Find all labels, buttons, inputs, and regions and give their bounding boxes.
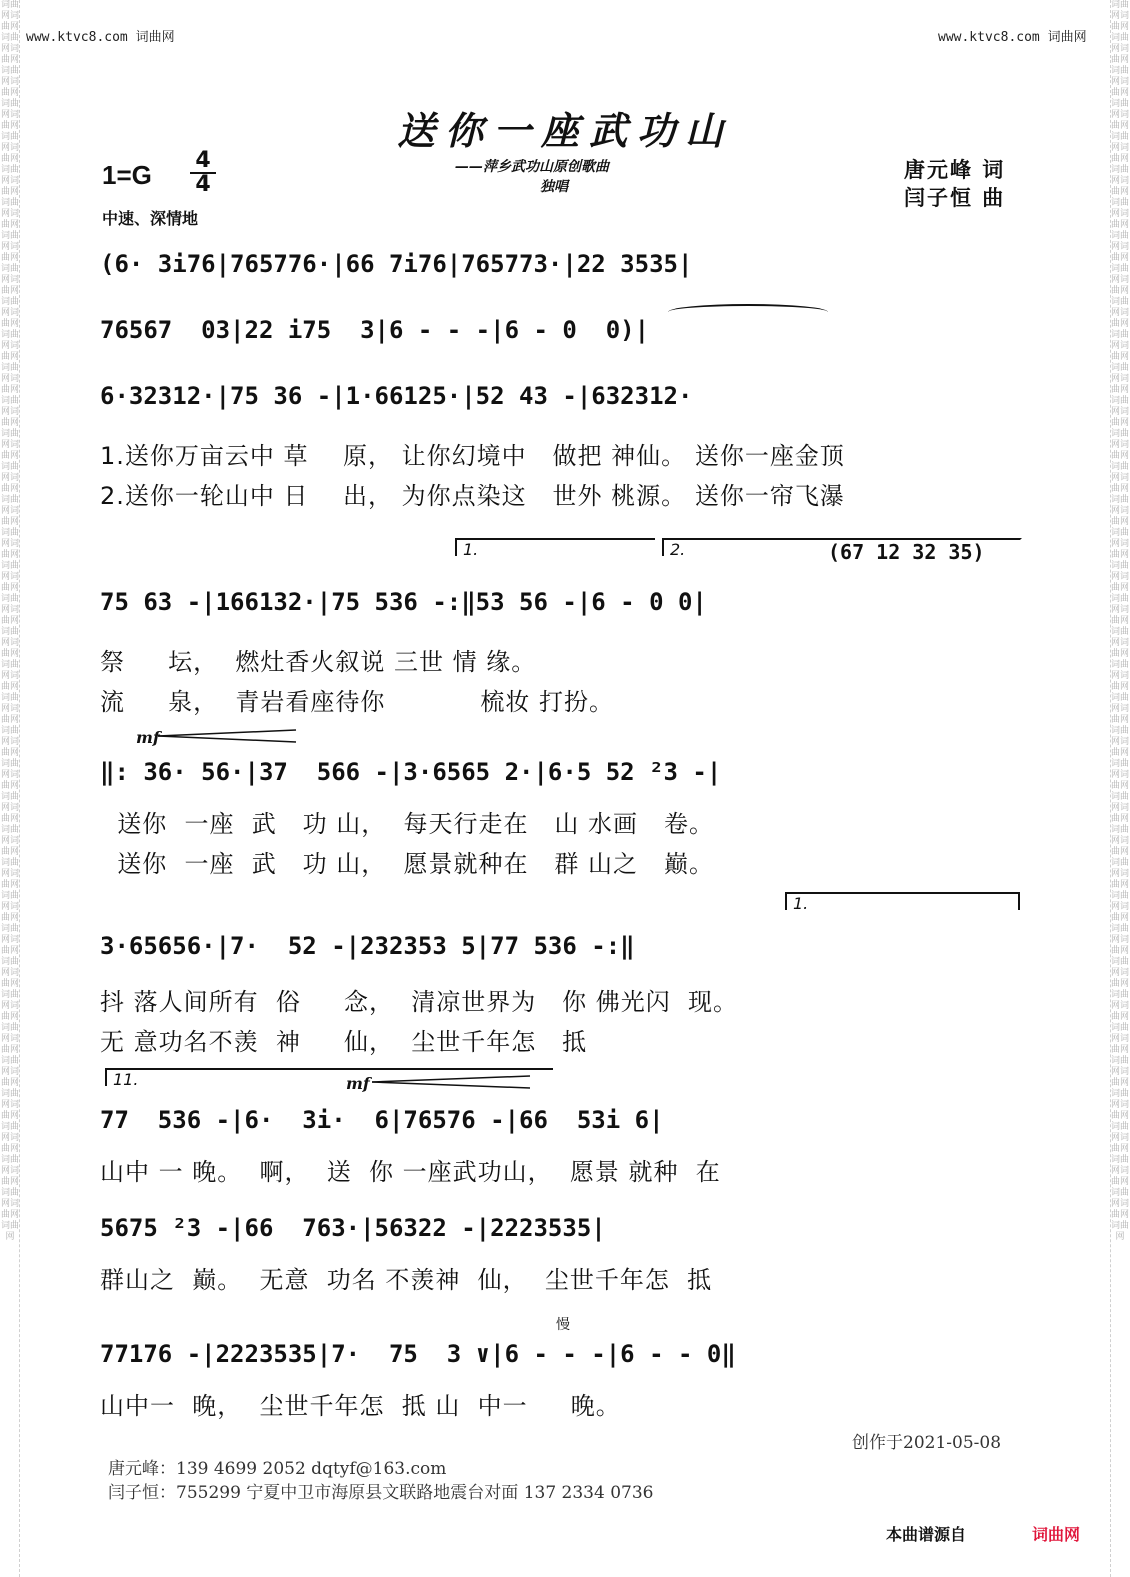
source-label: 本曲谱源自: [886, 1525, 967, 1544]
left-watermark-strip: 词曲网词曲网词曲网词曲网词曲网词曲网词曲网词曲网词曲网词曲网词曲网词曲网词曲网词曲网词曲网词曲网词曲网词曲网词曲网词曲网词曲网词曲网词曲网词曲网词曲网词曲网词曲网词曲网词曲网词曲网词曲网词曲网词曲网词曲网词曲网词曲网词曲网词曲网词曲网词曲网词曲网词曲网词曲网词曲网词曲网词曲网词曲网词曲网词曲网词曲网词曲网词曲网词曲网词曲网词曲网词曲网词曲网词曲网词曲网词曲网词曲网词曲网词曲网词曲网词曲网词曲网词曲网词曲网词曲网词曲网词曲网词曲网词曲网词曲网词曲网: [1, 0, 20, 1577]
lyrics-row-6-verse-1: 抖 落人间所有 俗 念， 清凉世界为 你 佛光闪 现。: [100, 988, 739, 1016]
volta-bracket-1: 1.: [455, 538, 655, 556]
time-signature-bottom: 4: [195, 172, 211, 197]
score-row-4: 75 63 -|166132·|75 536 -:‖53 56 -|6 - 0 0|: [100, 588, 707, 616]
lyrics-row-9: 山中一 晚， 尘世千年怎 抵 山 中一 晚。: [100, 1392, 621, 1420]
source-site-link[interactable]: 词曲网: [1032, 1525, 1081, 1544]
score-row-7: 77 536 -|6· 3i· 6|76576 -|66 53i 6|: [100, 1106, 664, 1134]
contact-lyricist: 唐元峰：139 4699 2052 dqtyf@163.com: [108, 1459, 447, 1479]
right-watermark-strip: 词曲网词曲网词曲网词曲网词曲网词曲网词曲网词曲网词曲网词曲网词曲网词曲网词曲网词曲网词曲网词曲网词曲网词曲网词曲网词曲网词曲网词曲网词曲网词曲网词曲网词曲网词曲网词曲网词曲网词曲网词曲网词曲网词曲网词曲网词曲网词曲网词曲网词曲网词曲网词曲网词曲网词曲网词曲网词曲网词曲网词曲网词曲网词曲网词曲网词曲网词曲网词曲网词曲网词曲网词曲网词曲网词曲网词曲网词曲网词曲网词曲网词曲网词曲网词曲网词曲网词曲网词曲网词曲网词曲网词曲网词曲网词曲网词曲网词曲网词曲网: [1110, 0, 1129, 1577]
score-row-6: 3·65656·|7· 52 -|232353 5|77 536 -:‖: [100, 932, 635, 960]
lyrics-row-3-verse-2: 2.送你一轮山中 日 出， 为你点染这 世外 桃源。 送你一帘飞瀑: [100, 482, 845, 510]
dynamic-marking-1: mf: [136, 728, 160, 747]
lyrics-row-4-verse-2: 流 泉， 青岩看座待你 梳妆 打扮。: [100, 688, 614, 716]
time-signature-top: 4: [190, 150, 216, 174]
score-row-2: 76567 03|22 i75 3|6 - - -|6 - 0 0)|: [100, 316, 650, 344]
contact-composer: 闫子恒：755299 宁夏中卫市海原县文联路地震台对面 137 2334 0736: [108, 1483, 654, 1503]
volta-bracket-4: 11.: [105, 1068, 553, 1086]
lyrics-row-5-verse-2: 送你 一座 武 功 山， 愿景就种在 群 山之 巅。: [100, 850, 714, 878]
tempo-marking: 中速、深情地: [102, 209, 199, 228]
crescendo-hairpin-1: [158, 728, 298, 744]
key-signature: 1=G: [102, 160, 152, 190]
composition-date: 创作于2021-05-08: [852, 1433, 1002, 1453]
score-row-8: 5675 ²3 -|66 763·|56322 -|2223535|: [100, 1214, 606, 1242]
score-row-3: 6·32312·|75 36 -|1·66125·|52 43 -|632312·: [100, 382, 693, 410]
lyrics-row-4-verse-1: 祭 坛， 燃灶香火叙说 三世 情 缘。: [100, 648, 537, 676]
interlude-notes: (67 12 32 35): [828, 540, 985, 564]
dynamic-marking-2: mf: [346, 1074, 370, 1093]
score-row-1: (6· 3i76|765776·|66 7i76|765773·|22 3535|: [100, 250, 693, 278]
tie-arc: [668, 304, 828, 320]
song-subtitle: ——萍乡武功山原创歌曲: [455, 159, 609, 175]
song-title: 送你一座武功山: [396, 108, 733, 153]
lyrics-row-7: 山中 一 晚。 啊， 送 你 一座武功山， 愿景 就种 在: [100, 1158, 721, 1186]
site-url-right[interactable]: www.ktvc8.com 词曲网: [938, 30, 1087, 45]
site-url-left[interactable]: www.ktvc8.com 词曲网: [26, 30, 175, 45]
score-row-5: ‖: 36· 56·|37 566 -|3·6565 2·|6·5 52 ²3 -|: [100, 758, 722, 786]
volta-bracket-2: 2.: [662, 538, 1022, 556]
crescendo-hairpin-2: [372, 1074, 532, 1090]
lyrics-row-5-verse-1: 送你 一座 武 功 山， 每天行走在 山 水画 卷。: [100, 810, 714, 838]
lyrics-row-8: 群山之 巅。 无意 功名 不羡神 仙， 尘世千年怎 抵: [100, 1266, 713, 1294]
score-row-9: 77176 -|2223535|7· 75 3 ∨|6 - - -|6 - - 0‖: [100, 1340, 736, 1368]
lyrics-row-3-verse-1: 1.送你万亩云中 草 原， 让你幻境中 做把 神仙。 送你一座金顶: [100, 442, 845, 470]
composer-credit: 闫子恒 曲: [904, 186, 1006, 210]
slow-marking: 慢: [556, 1317, 570, 1333]
volta-bracket-3: 1.: [785, 892, 1020, 910]
performance-form: 独唱: [540, 179, 568, 195]
lyricist-credit: 唐元峰 词: [904, 158, 1006, 182]
time-signature: [190, 150, 216, 196]
lyrics-row-6-verse-2: 无 意功名不羡 神 仙， 尘世千年怎 抵: [100, 1028, 588, 1056]
